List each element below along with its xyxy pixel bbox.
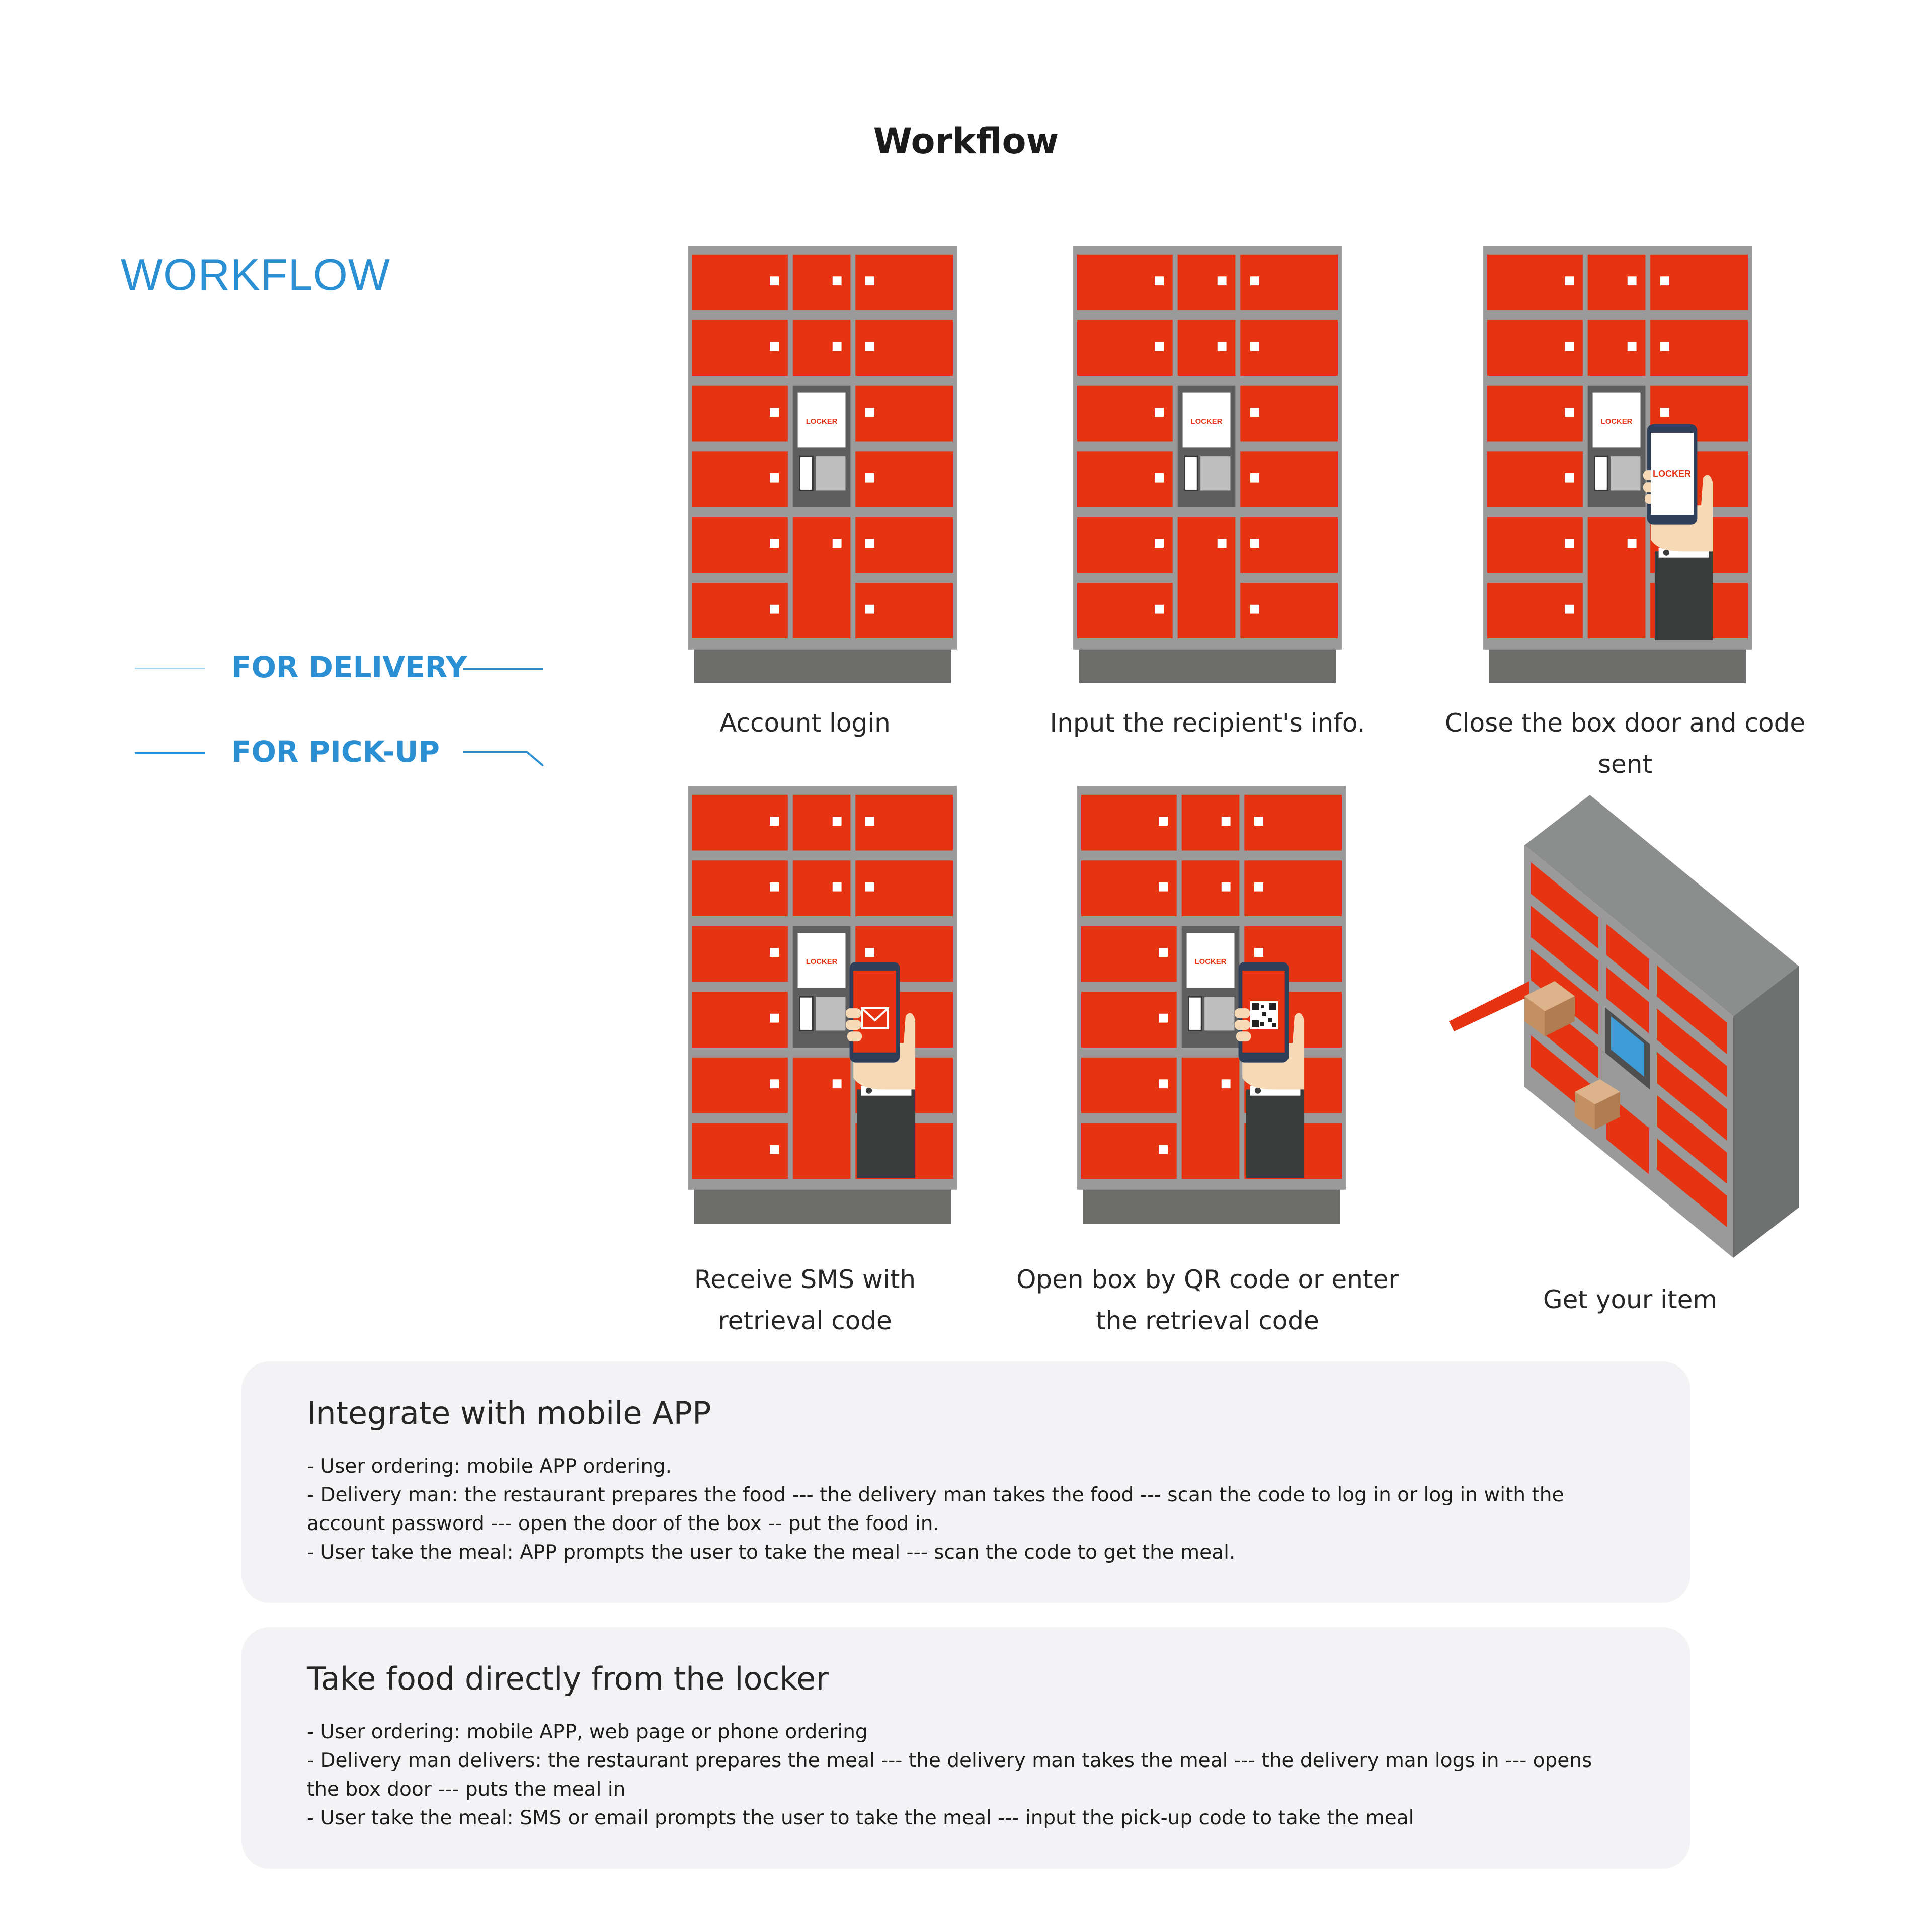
step-caption: Close the box door and code sent	[1444, 708, 1806, 779]
page-title: Workflow	[873, 121, 1059, 162]
step-illustration-isometric-locker	[1449, 795, 1811, 1268]
list-item: - User ordering: mobile APP ordering.	[307, 1455, 672, 1478]
tab-for-pick-up[interactable]: FOR PICK-UP	[231, 735, 440, 769]
card-list	[307, 1452, 1630, 1567]
list-item: - User take the meal: SMS or email prompts the user to take the meal --- input the pick-up code to take the meal	[307, 1807, 1414, 1829]
step-caption: Receive SMS with retrieval code	[694, 1265, 916, 1335]
step-caption: Account login	[719, 708, 891, 738]
list-item: - Delivery man delivers: the restaurant prepares the meal --- the delivery man takes the meal --- the delivery man logs in --- opens the box door --- puts the meal in	[307, 1749, 1592, 1801]
step-illustration-locker-sms	[687, 786, 958, 1224]
tab-divider-left	[135, 752, 205, 754]
card-list	[307, 1718, 1630, 1832]
step-caption: Input the recipient's info.	[1050, 708, 1365, 738]
card-title: Integrate with mobile APP	[307, 1395, 711, 1431]
list-item: - User take the meal: APP prompts the user to take the meal --- scan the code to get the meal.	[307, 1541, 1236, 1564]
step-caption: Get your item	[1543, 1285, 1718, 1314]
tab-divider-right	[463, 668, 543, 670]
tab-for-delivery[interactable]: FOR DELIVERY	[231, 650, 467, 684]
svg-text:LOCKER: LOCKER	[1653, 469, 1691, 479]
list-item: - Delivery man: the restaurant prepares the food --- the delivery man takes the food --- scan the code to log in or log in with the account password --- open the door of the box -- put the food in.	[307, 1484, 1564, 1535]
tab-divider-left	[135, 668, 205, 669]
step-caption: Open box by QR code or enter the retrieval code	[1016, 1265, 1399, 1335]
info-card-mobile-app	[242, 1361, 1691, 1603]
step-illustration-locker-qr	[1076, 786, 1347, 1224]
section-title: WORKFLOW	[121, 250, 390, 299]
list-item: - User ordering: mobile APP, web page or phone ordering	[307, 1721, 868, 1743]
info-card-direct-locker	[242, 1627, 1691, 1869]
step-illustration-locker	[1072, 246, 1343, 683]
tab-pointer	[462, 749, 547, 769]
step-illustration-locker-phone	[1482, 246, 1753, 683]
step-illustration-locker	[687, 246, 958, 683]
card-title: Take food directly from the locker	[307, 1660, 829, 1697]
